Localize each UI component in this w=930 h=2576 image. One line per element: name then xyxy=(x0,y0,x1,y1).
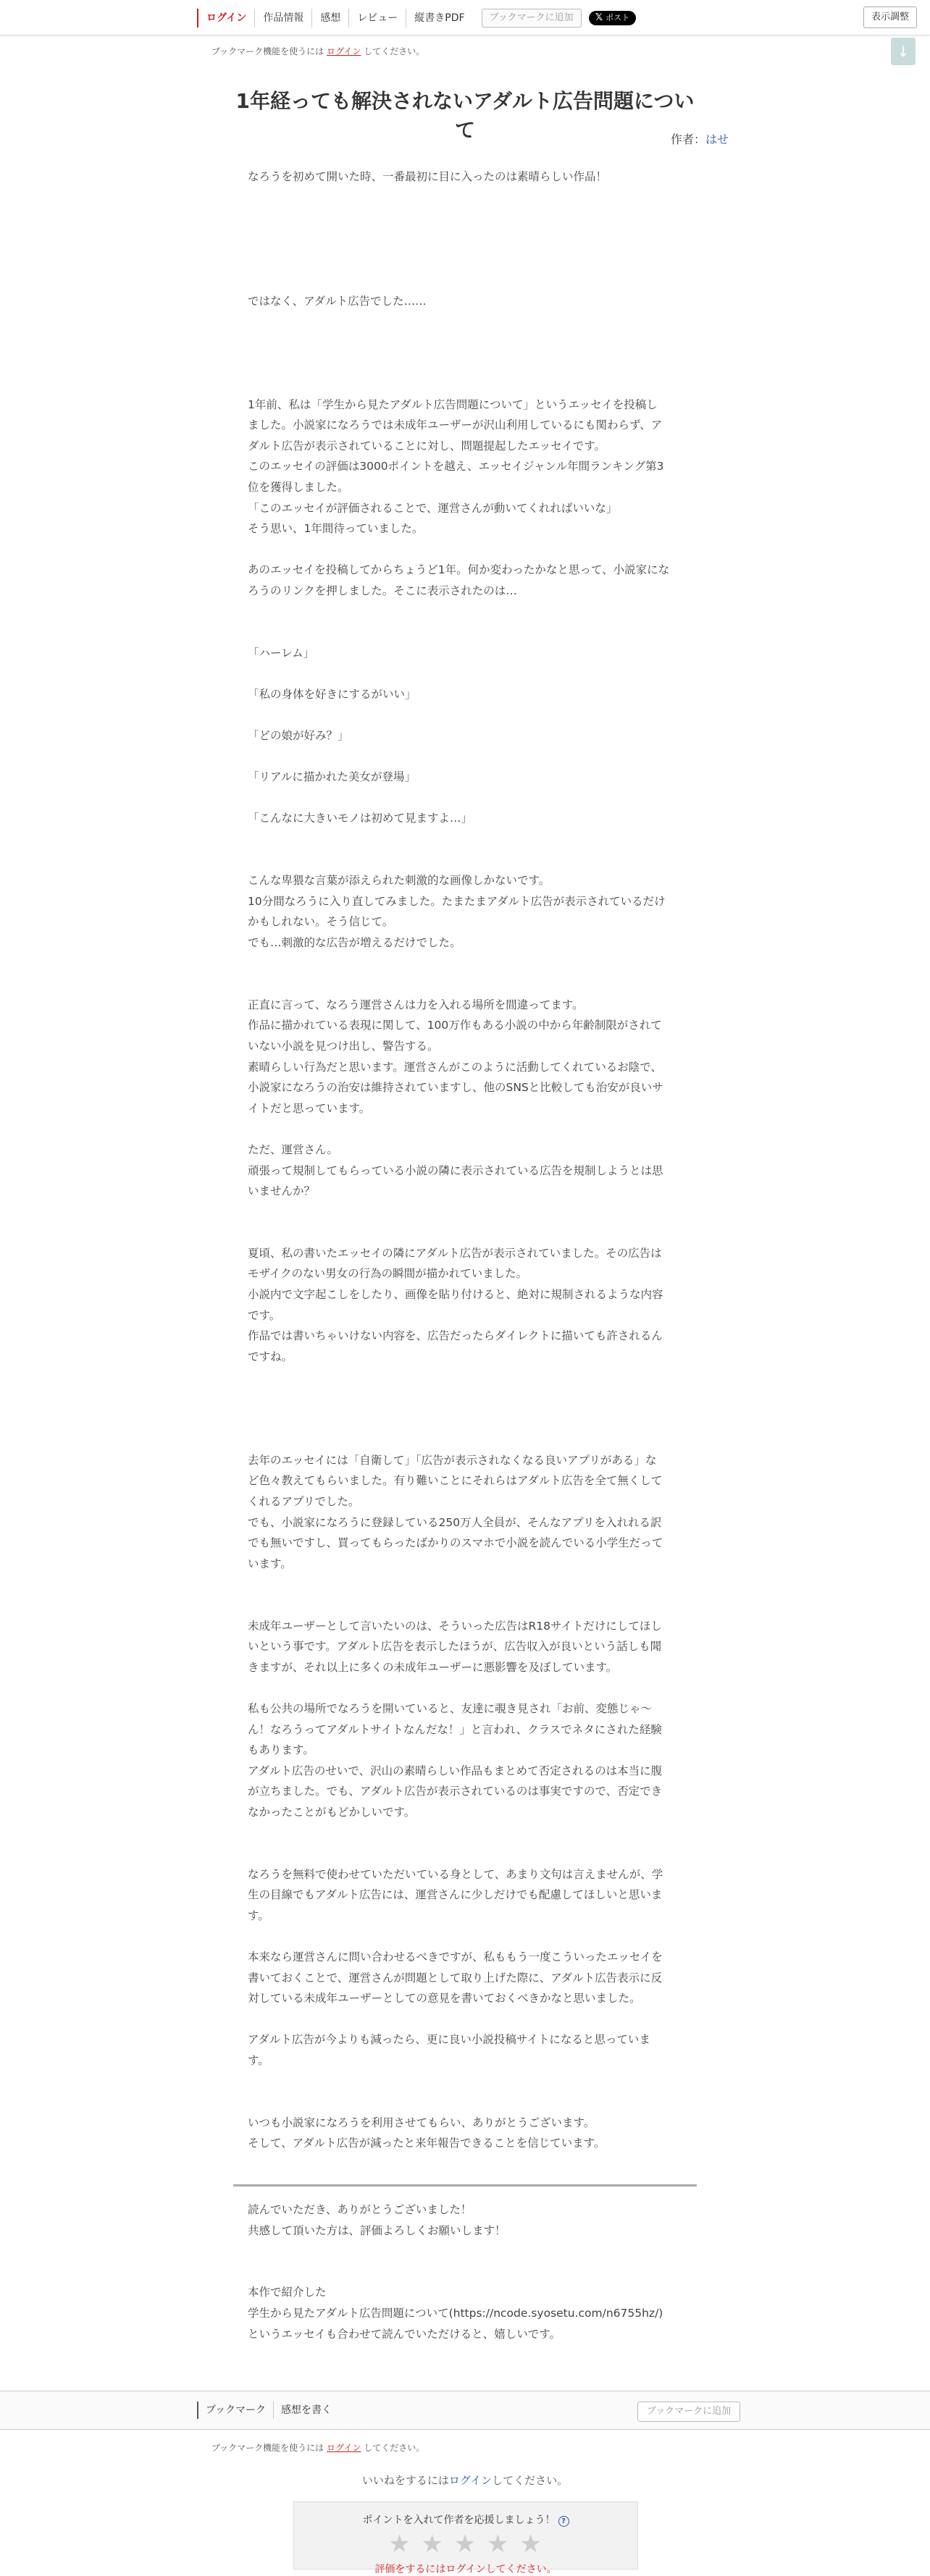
bottom-tab-write-impression[interactable]: 感想を書く xyxy=(273,2402,339,2419)
star-icon[interactable]: ★ xyxy=(388,2530,412,2559)
text-line: かもしれない。そう信じて。 xyxy=(248,915,394,929)
text-line: でも…刺激的な広告が増えるだけでした。 xyxy=(248,935,461,949)
text-line xyxy=(248,1926,675,1947)
text-line: もあります。 xyxy=(248,1743,314,1757)
like-prefix: いいねをするには xyxy=(361,2474,449,2487)
text-line: このエッセイの評価は3000ポイントを越え、エッセイジャンル年間ランキング第3 xyxy=(248,460,664,473)
text-line: す。 xyxy=(248,1908,269,1922)
text-line xyxy=(248,1222,675,1243)
text-line: こんな卑猥な言葉が添えられた刺激的な画像しかないです。 xyxy=(248,874,550,888)
text-line xyxy=(248,850,675,871)
text-line: 10分間なろうに入り直してみました。たまたまアダルト広告が表示されているだけ xyxy=(248,894,666,908)
text-line: アダルト広告が今よりも減ったら、更に良い小説投稿サイトになると思っていま xyxy=(248,2033,650,2047)
text-line: す。 xyxy=(248,2054,269,2068)
text-line xyxy=(248,704,675,725)
text-line: 対している未成年ユーザーとしての意見を書いておくべきかなと思いました。 xyxy=(248,1992,641,2005)
text-line: 正直に言って、なろう運営さんは力を入れる場所を間違ってます。 xyxy=(248,998,584,1011)
rating-login-note xyxy=(294,2562,637,2576)
text-line xyxy=(248,788,675,809)
text-line xyxy=(248,1367,675,1388)
text-line xyxy=(248,539,675,560)
text-line: というエッセイも合わせて読んでいただけると、嬉しいです。 xyxy=(248,2327,561,2341)
text-line xyxy=(248,353,675,374)
text-line: 「こんなに大きいモノは初めて見ますよ…」 xyxy=(248,812,472,825)
text-line: でも無いですし、買ってもらったばかりのスマホで小説を読んでいる小学生だって xyxy=(248,1536,663,1550)
text-line: そう思い、1年間待っていました。 xyxy=(248,522,424,536)
login-link-bottom[interactable]: ログイン xyxy=(327,2443,361,2453)
text-line xyxy=(248,374,675,395)
text-line: 「リアルに描かれた美女が登場」 xyxy=(248,770,416,784)
like-login-note xyxy=(0,2472,930,2488)
login-note-prefix: ブックマーク機能を使うには xyxy=(211,46,324,56)
text-line xyxy=(248,249,675,270)
text-line: ました。小説家になろうでは未成年ユーザーが沢山利用しているにも関わらず、ア xyxy=(248,418,663,432)
text-line xyxy=(248,1388,675,1409)
help-icon[interactable]: ? xyxy=(558,2516,569,2527)
text-line xyxy=(248,311,675,332)
text-line: なろうを無料で使わせていただいている身として、あまり文句は言えませんが、学 xyxy=(248,1867,663,1881)
text-line: イトだと思っています。 xyxy=(248,1101,371,1115)
star-icon[interactable]: ★ xyxy=(487,2530,511,2559)
text-line xyxy=(248,974,675,995)
nav-reviews[interactable]: レビュー xyxy=(348,9,406,28)
text-line: 作品では書いちゃいけない内容を、広告だったらダイレクトに描いても許されるん xyxy=(248,1329,663,1343)
text-line xyxy=(248,1678,675,1699)
text-line: 去年のエッセイには「自衛して」「広告が表示されなくなる良いアプリがある」な xyxy=(248,1453,657,1467)
text-line xyxy=(248,663,675,684)
bookmark-login-note-bottom xyxy=(211,2441,424,2454)
like-suffix: してください。 xyxy=(492,2474,569,2487)
x-post-label: ポスト xyxy=(606,13,630,22)
login-link[interactable]: ログイン xyxy=(327,46,361,56)
text-line: いという事です。アダルト広告を表示したほうが、広告収入が良いという話しも聞 xyxy=(248,1640,662,1654)
display-settings-button[interactable]: 表示調整 xyxy=(863,7,917,28)
text-line xyxy=(248,1595,675,1616)
login-note-prefix: ブックマーク機能を使うには xyxy=(211,2443,324,2453)
text-line xyxy=(248,829,675,850)
text-line xyxy=(248,746,675,767)
text-line: ですね。 xyxy=(248,1350,293,1363)
text-line: アダルト広告のせいで、沢山の素晴らしい作品もまとめて否定されるのは本当に腹 xyxy=(248,1764,663,1777)
text-line xyxy=(248,2092,675,2113)
text-line: 素晴らしい行為だと思います。運営さんがこのように活動してくれているお陰で、 xyxy=(248,1060,662,1074)
text-line xyxy=(248,1843,675,1864)
text-line: きますが、それ以上に多くの未成年ユーザーに悪影響を及ぼしています。 xyxy=(248,1660,618,1674)
text-line xyxy=(248,601,675,622)
rating-login-link[interactable]: ログイン xyxy=(445,2564,486,2575)
text-line: ではなく、アダルト広告でした…… xyxy=(248,294,427,308)
text-line xyxy=(248,1429,675,1450)
text-line xyxy=(248,208,675,229)
login-note-suffix: してください。 xyxy=(364,2443,425,2453)
top-nav xyxy=(197,9,636,28)
text-line: 「どの娘が好み？」 xyxy=(248,729,349,743)
text-line xyxy=(248,188,675,209)
rating-login-prefix: 評価をするには xyxy=(374,2564,446,2575)
text-line: くれるアプリでした。 xyxy=(248,1495,360,1508)
text-line: ダルト広告が表示されていることに対し、問題提起したエッセイです。 xyxy=(248,439,606,453)
text-line xyxy=(248,1574,675,1595)
rating-box xyxy=(293,2501,638,2575)
text-line: ろうのリンクを押しました。そこに表示されたのは… xyxy=(248,584,517,597)
text-line xyxy=(248,2262,682,2283)
add-bookmark-button-bottom[interactable]: ブックマークに追加 xyxy=(637,2402,740,2422)
text-line: 未成年ユーザーとして言いたいのは、そういった広告はR18サイトだけにしてほし xyxy=(248,1619,662,1633)
text-line: 学生から見たアダルト広告問題について(https://ncode.syosetu.com/n6755hz/) xyxy=(248,2306,663,2320)
page-title: 1年経っても解決されないアダルト広告問題について xyxy=(235,89,695,142)
text-line: です。 xyxy=(248,1308,281,1322)
text-line: ど色々教えてもらいました。有り難いことにそれらはアダルト広告を全て無くして xyxy=(248,1474,663,1488)
top-navigation-bar xyxy=(0,0,930,35)
nav-vertical-pdf[interactable]: 縦書きPDF xyxy=(406,9,472,28)
text-line: いない小説を見つけ出し、警告する。 xyxy=(248,1039,439,1053)
text-line: いませんか？ xyxy=(248,1184,316,1198)
text-line xyxy=(248,2071,675,2092)
text-line xyxy=(248,2009,675,2030)
text-line: 小説家になろうの治安は維持されていますし、他のSNSと比較しても治安が良いサ xyxy=(248,1081,663,1095)
text-line: います。 xyxy=(248,1557,292,1570)
afterword xyxy=(248,2200,682,2344)
text-line xyxy=(248,1823,675,1844)
text-line xyxy=(248,954,675,975)
text-line xyxy=(248,1409,675,1430)
add-bookmark-button[interactable]: ブックマークに追加 xyxy=(482,9,582,28)
story-body xyxy=(248,167,675,2154)
text-line: 書いておくことで、運営さんが問題として取り上げた際に、アダルト広告表示に反 xyxy=(248,1971,663,1984)
text-line: 本来なら運営さんに問い合わせるべきですが、私ももう一度こういったエッセイを xyxy=(248,1950,663,1964)
author-line xyxy=(671,130,729,147)
text-line: いつも小説家になろうを利用させてもらい、ありがとうございます。 xyxy=(248,2116,595,2129)
text-line xyxy=(248,332,675,353)
text-line: 共感して頂いた方は、評価よろしくお願いします！ xyxy=(248,2223,506,2237)
text-line: あのエッセイを投稿してからちょうど1年。何か変わったかなと思って、小説家にな xyxy=(248,563,670,577)
text-line: 「私の身体を好きにするがいい」 xyxy=(248,687,416,701)
author-label: 作者： xyxy=(670,132,705,146)
text-line: 1年前、私は「学生から見たアダルト広告問題について」というエッセイを投稿し xyxy=(248,397,658,411)
text-line: 「このエッセイが評価されることで、運営さんが動いてくれればいいな」 xyxy=(248,501,618,515)
text-line: なかったことがもどかしいです。 xyxy=(248,1805,416,1819)
text-line: ん！なろうってアダルトサイトなんだな！」と言われ、クラスでネタにされた経験 xyxy=(248,1722,662,1736)
rating-title-text: ポイントを入れて作者を応援しましょう！ xyxy=(362,2514,556,2526)
x-post-button[interactable] xyxy=(589,11,636,25)
star-icon[interactable]: ★ xyxy=(453,2530,478,2559)
text-line: 頑張って規制してもらっている小説の隣に表示されている広告を規制しようとは思 xyxy=(248,1163,663,1177)
text-line: 本作で紹介した xyxy=(248,2286,327,2299)
bottom-bar xyxy=(0,2391,930,2430)
text-line: 「ハーレム」 xyxy=(248,646,315,660)
text-line: モザイクのない男女の行為の瞬間が描かれていました。 xyxy=(248,1267,528,1281)
text-line: が立ちました。でも、アダルト広告が表示されているのは事実ですので、否定でき xyxy=(248,1785,663,1798)
text-line: 生の目線でもアダルト広告には、運営さんに少しだけでも配慮してほしいと思いま xyxy=(248,1888,663,1902)
text-line: 作品に描かれている表現に関して、100万作もある小説の中から年齢制限がされて xyxy=(248,1019,662,1032)
text-line: なろうを初めて開いた時、一番最初に目に入ったのは素晴らしい作品！ xyxy=(248,170,608,183)
text-line: 位を獲得しました。 xyxy=(248,480,349,494)
star-icon[interactable]: ★ xyxy=(519,2530,543,2559)
text-line: ただ、運営さん。 xyxy=(248,1142,338,1156)
text-line: でも、小説家になろうに登録している250万人全員が、そんなアプリを入れれる訳 xyxy=(248,1515,662,1529)
text-line xyxy=(248,270,675,291)
text-line xyxy=(248,2241,682,2262)
x-logo-icon: 𝕏 xyxy=(595,12,603,23)
nav-impressions[interactable]: 感想 xyxy=(311,9,348,28)
star-icon[interactable]: ★ xyxy=(421,2530,445,2559)
scroll-down-icon[interactable]: ↓ xyxy=(891,38,916,65)
login-note-suffix: してください。 xyxy=(364,46,425,56)
text-line xyxy=(248,229,675,250)
author-link[interactable]: はせ xyxy=(705,132,729,146)
rating-stars xyxy=(294,2531,637,2557)
like-login-link[interactable]: ログイン xyxy=(448,2474,493,2487)
text-line xyxy=(248,1119,675,1140)
rating-login-suffix: してください。 xyxy=(485,2564,557,2575)
text-line: 私も公共の場所でなろうを開いていると、友達に覗き見され「お前、変態じゃ〜 xyxy=(248,1701,653,1715)
text-line xyxy=(248,1202,675,1223)
bookmark-login-note xyxy=(211,45,424,57)
text-line: 小説内で文字起こしをしたり、画像を貼り付けると、絶対に規制されるような内容 xyxy=(248,1288,663,1302)
text-line: 読んでいただき、ありがとうございました！ xyxy=(248,2203,472,2216)
nav-login[interactable]: ログイン xyxy=(197,9,254,28)
nav-work-info[interactable]: 作品情報 xyxy=(254,9,311,28)
bottom-tabs xyxy=(197,2402,339,2419)
text-line: 夏頃、私の書いたエッセイの隣にアダルト広告が表示されていました。その広告は xyxy=(248,1246,662,1260)
text-line xyxy=(248,622,675,643)
afterword-divider xyxy=(233,2184,697,2186)
text-line: そして、アダルト広告が減ったと来年報告できることを信じています。 xyxy=(248,2137,606,2150)
bottom-tab-bookmark[interactable]: ブックマーク xyxy=(197,2402,273,2419)
rating-title xyxy=(294,2512,637,2527)
